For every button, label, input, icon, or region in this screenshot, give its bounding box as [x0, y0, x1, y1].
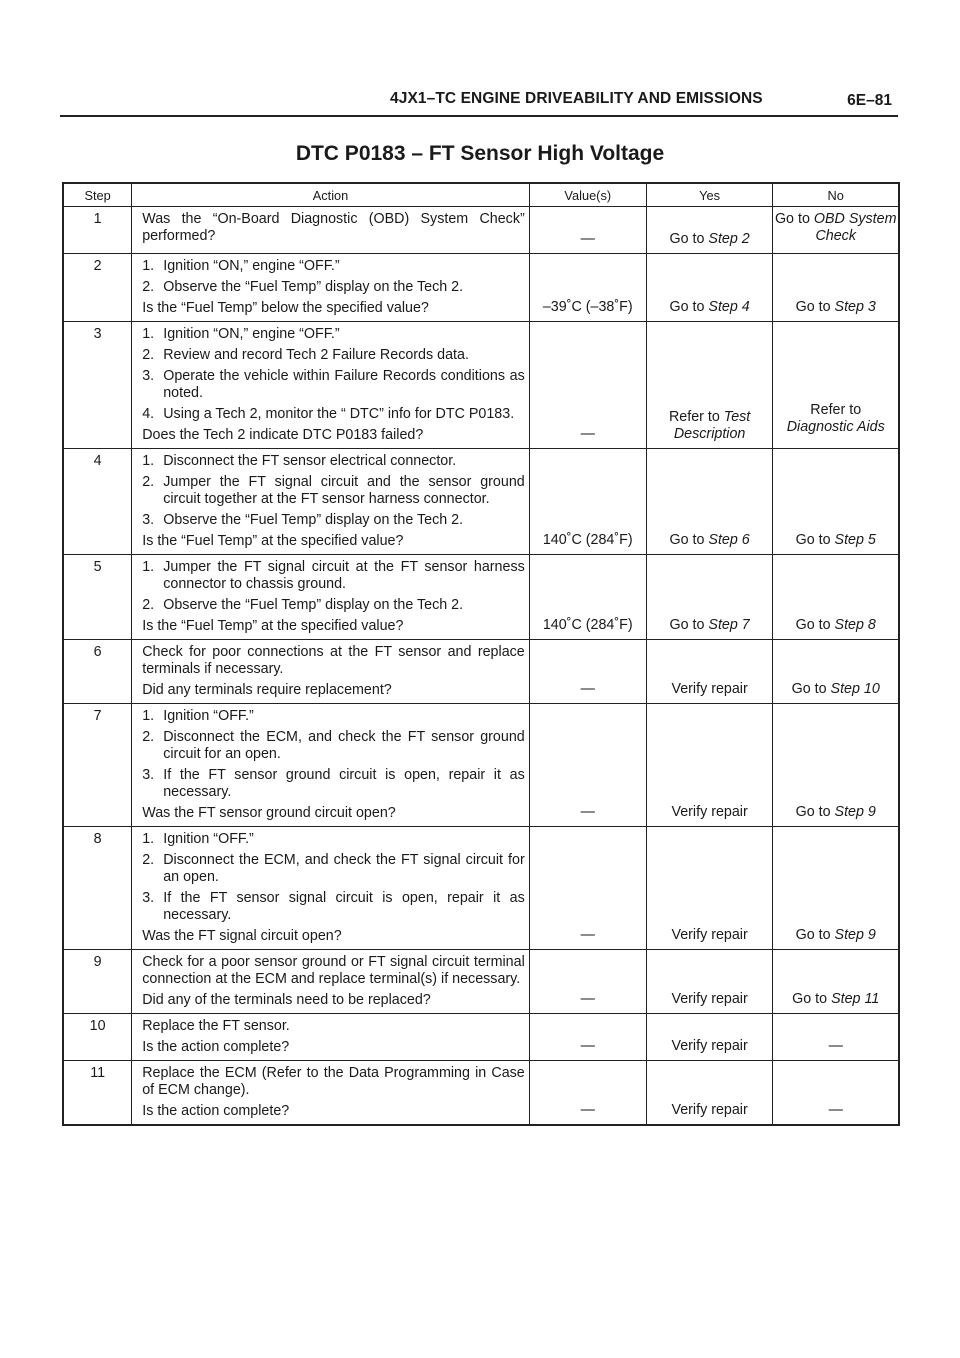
item-text: Jumper the FT signal circuit and the sensor ground circuit together at the FT sensor harness connector.: [163, 474, 525, 507]
yes-cell: [646, 254, 773, 322]
action-cell: [132, 640, 530, 704]
value-cell: —: [529, 1014, 646, 1061]
yes-reference: Step 2: [708, 231, 750, 247]
no-cell: [773, 950, 899, 1014]
no-cell: [773, 1061, 899, 1126]
header-rule: [60, 115, 898, 117]
no-reference: Step 5: [834, 532, 876, 548]
no-reference: Step 11: [831, 991, 880, 1007]
no-cell: [773, 207, 899, 254]
yes-reference: Step 4: [708, 299, 750, 315]
item-text: Ignition “OFF.”: [163, 708, 254, 724]
diagnostic-table: [62, 182, 900, 1126]
action-text: Check for poor connections at the FT sensor and replace terminals if necessary.: [142, 644, 525, 677]
value-cell: —: [529, 207, 646, 254]
table-row: [63, 640, 899, 704]
action-step-item: [142, 258, 525, 275]
action-step-item: [142, 347, 525, 364]
no-text: Go to: [792, 991, 832, 1007]
value-cell: —: [529, 950, 646, 1014]
value-cell: —: [529, 1061, 646, 1126]
no-cell: [773, 704, 899, 827]
action-step-item: [142, 831, 525, 848]
step-number: 2: [63, 254, 132, 322]
yes-text: Verify repair: [671, 991, 748, 1007]
item-number: 3.: [142, 767, 155, 783]
table-row: [63, 1014, 899, 1061]
no-cell: [773, 827, 899, 950]
value-cell: —: [529, 322, 646, 449]
action-step-item: [142, 453, 525, 470]
page-header: [60, 88, 898, 118]
no-reference: Step 8: [834, 617, 876, 633]
no-text: —: [828, 1038, 843, 1054]
table-row: [63, 827, 899, 950]
step-number: 1: [63, 207, 132, 254]
table-row: [63, 950, 899, 1014]
column-header-no: No: [773, 183, 899, 207]
yes-text: Refer to: [668, 409, 724, 425]
column-header-values: Value(s): [529, 183, 646, 207]
item-number: 3.: [142, 890, 155, 906]
action-step-item: [142, 368, 525, 402]
value-cell: —: [529, 640, 646, 704]
action-cell: [132, 1061, 530, 1126]
table-row: [63, 449, 899, 555]
no-text: Go to: [795, 299, 835, 315]
step-number: 10: [63, 1014, 132, 1061]
item-text: Ignition “OFF.”: [163, 831, 254, 847]
action-text: Check for a poor sensor ground or FT signal circuit terminal connection at the ECM and replace terminal(s) if necessary.: [142, 954, 525, 987]
item-text: Disconnect the FT sensor electrical connector.: [163, 453, 457, 469]
no-reference: Step 3: [834, 299, 876, 315]
action-question: Is the action complete?: [142, 1039, 290, 1055]
item-text: Observe the “Fuel Temp” display on the Tech 2.: [163, 279, 464, 295]
no-reference: Step 10: [830, 681, 880, 697]
value-cell: 140˚C (284˚F): [529, 449, 646, 555]
item-number: 2.: [142, 347, 155, 363]
action-text: Replace the FT sensor.: [142, 1018, 290, 1034]
item-number: 1.: [142, 326, 155, 342]
action-step-item: [142, 890, 525, 924]
action-step-item: [142, 559, 525, 593]
yes-cell: [646, 704, 773, 827]
item-number: 4.: [142, 406, 155, 422]
action-question: Is the action complete?: [142, 1103, 290, 1119]
item-text: Observe the “Fuel Temp” display on the Tech 2.: [163, 597, 464, 613]
yes-text: Verify repair: [671, 681, 748, 697]
item-text: Using a Tech 2, monitor the “ DTC” info for DTC P0183.: [163, 406, 515, 422]
action-question: Did any of the terminals need to be replaced?: [142, 992, 431, 1008]
yes-reference: Step 6: [708, 532, 750, 548]
no-cell: [773, 640, 899, 704]
value-cell: –39˚C (–38˚F): [529, 254, 646, 322]
action-question: Was the FT sensor ground circuit open?: [142, 805, 396, 821]
no-cell: [773, 1014, 899, 1061]
no-cell: [773, 449, 899, 555]
item-text: Review and record Tech 2 Failure Records data.: [163, 347, 469, 363]
action-cell: [132, 1014, 530, 1061]
item-text: If the FT sensor ground circuit is open, repair it as necessary.: [163, 767, 525, 800]
step-number: 3: [63, 322, 132, 449]
yes-cell: [646, 449, 773, 555]
step-number: 9: [63, 950, 132, 1014]
yes-text: Verify repair: [671, 804, 748, 820]
item-number: 2.: [142, 474, 155, 490]
yes-cell: [646, 827, 773, 950]
step-number: 6: [63, 640, 132, 704]
step-number: 4: [63, 449, 132, 555]
no-reference: Step 9: [834, 804, 876, 820]
no-text: —: [828, 1102, 843, 1118]
item-number: 2.: [142, 729, 155, 745]
action-cell: [132, 827, 530, 950]
no-reference: OBD System Check: [813, 211, 897, 244]
yes-text: Verify repair: [671, 927, 748, 943]
no-cell: [773, 555, 899, 640]
column-header-yes: Yes: [646, 183, 773, 207]
table-body: [63, 207, 899, 1126]
page-number: 6E–81: [847, 92, 892, 109]
action-step-item: [142, 279, 525, 296]
table-row: [63, 1061, 899, 1126]
no-cell: [773, 254, 899, 322]
action-cell: [132, 555, 530, 640]
no-text: Go to: [774, 211, 814, 227]
item-number: 3.: [142, 512, 155, 528]
action-cell: [132, 704, 530, 827]
action-cell: [132, 449, 530, 555]
yes-cell: [646, 640, 773, 704]
value-cell: 140˚C (284˚F): [529, 555, 646, 640]
item-text: Operate the vehicle within Failure Records conditions as noted.: [163, 368, 525, 401]
item-number: 2.: [142, 279, 155, 295]
no-text: Go to: [795, 532, 835, 548]
item-number: 2.: [142, 852, 155, 868]
action-cell: [132, 254, 530, 322]
item-number: 2.: [142, 597, 155, 613]
step-number: 7: [63, 704, 132, 827]
action-step-item: [142, 597, 525, 614]
no-text: Refer to: [810, 402, 862, 418]
table-row: [63, 555, 899, 640]
yes-cell: [646, 207, 773, 254]
action-step-item: [142, 474, 525, 508]
table-row: [63, 704, 899, 827]
item-text: Disconnect the ECM, and check the FT signal circuit for an open.: [163, 852, 525, 885]
column-header-step: Step: [63, 183, 132, 207]
item-number: 1.: [142, 559, 155, 575]
no-text: Go to: [791, 681, 831, 697]
action-question: Did any terminals require replacement?: [142, 682, 392, 698]
no-text: Go to: [795, 804, 835, 820]
item-text: Observe the “Fuel Temp” display on the Tech 2.: [163, 512, 464, 528]
yes-cell: [646, 555, 773, 640]
yes-cell: [646, 1014, 773, 1061]
step-number: 5: [63, 555, 132, 640]
table-row: [63, 254, 899, 322]
item-number: 1.: [142, 831, 155, 847]
item-number: 1.: [142, 708, 155, 724]
no-reference: Diagnostic Aids: [786, 419, 885, 435]
item-text: Disconnect the ECM, and check the FT sensor ground circuit for an open.: [163, 729, 525, 762]
item-number: 1.: [142, 258, 155, 274]
yes-reference: Step 7: [708, 617, 750, 633]
step-number: 11: [63, 1061, 132, 1126]
table-row: [63, 207, 899, 254]
yes-cell: [646, 1061, 773, 1126]
no-text: Go to: [795, 927, 835, 943]
action-step-item: [142, 326, 525, 343]
yes-cell: [646, 322, 773, 449]
item-text: Ignition “ON,” engine “OFF.”: [163, 326, 340, 342]
action-question: Is the “Fuel Temp” at the specified value?: [142, 533, 404, 549]
no-reference: Step 9: [834, 927, 876, 943]
item-text: Jumper the FT signal circuit at the FT sensor harness connector to chassis ground.: [163, 559, 525, 592]
item-text: Ignition “ON,” engine “OFF.”: [163, 258, 340, 274]
action-question: Was the FT signal circuit open?: [142, 928, 342, 944]
section-title: 4JX1–TC ENGINE DRIVEABILITY AND EMISSIONS: [390, 90, 763, 107]
yes-reference: Test Description: [673, 409, 751, 442]
item-number: 1.: [142, 453, 155, 469]
value-cell: —: [529, 827, 646, 950]
item-text: If the FT sensor signal circuit is open, repair it as necessary.: [163, 890, 525, 923]
action-question: Does the Tech 2 indicate DTC P0183 failed?: [142, 427, 424, 443]
action-step-item: [142, 729, 525, 763]
no-text: Go to: [795, 617, 835, 633]
action-text: Replace the ECM (Refer to the Data Programming in Case of ECM change).: [142, 1065, 525, 1098]
step-number: 8: [63, 827, 132, 950]
table-header-row: [63, 183, 899, 207]
action-step-item: [142, 406, 525, 423]
action-step-item: [142, 512, 525, 529]
action-question: Is the “Fuel Temp” below the specified value?: [142, 300, 429, 316]
value-cell: —: [529, 704, 646, 827]
action-text: Was the “On-Board Diagnostic (OBD) System Check” performed?: [142, 211, 525, 244]
action-step-item: [142, 708, 525, 725]
table-row: [63, 322, 899, 449]
yes-text: Verify repair: [671, 1038, 748, 1054]
action-cell: [132, 207, 530, 254]
yes-cell: [646, 950, 773, 1014]
action-step-item: [142, 852, 525, 886]
yes-text: Go to: [669, 231, 709, 247]
yes-text: Go to: [669, 532, 709, 548]
document-title: DTC P0183 – FT Sensor High Voltage: [295, 142, 665, 165]
no-cell: [773, 322, 899, 449]
action-question: Is the “Fuel Temp” at the specified value?: [142, 618, 404, 634]
action-step-item: [142, 767, 525, 801]
yes-text: Go to: [669, 299, 709, 315]
column-header-action: Action: [132, 183, 530, 207]
yes-text: Verify repair: [671, 1102, 748, 1118]
item-number: 3.: [142, 368, 155, 384]
action-cell: [132, 950, 530, 1014]
action-cell: [132, 322, 530, 449]
yes-text: Go to: [669, 617, 709, 633]
